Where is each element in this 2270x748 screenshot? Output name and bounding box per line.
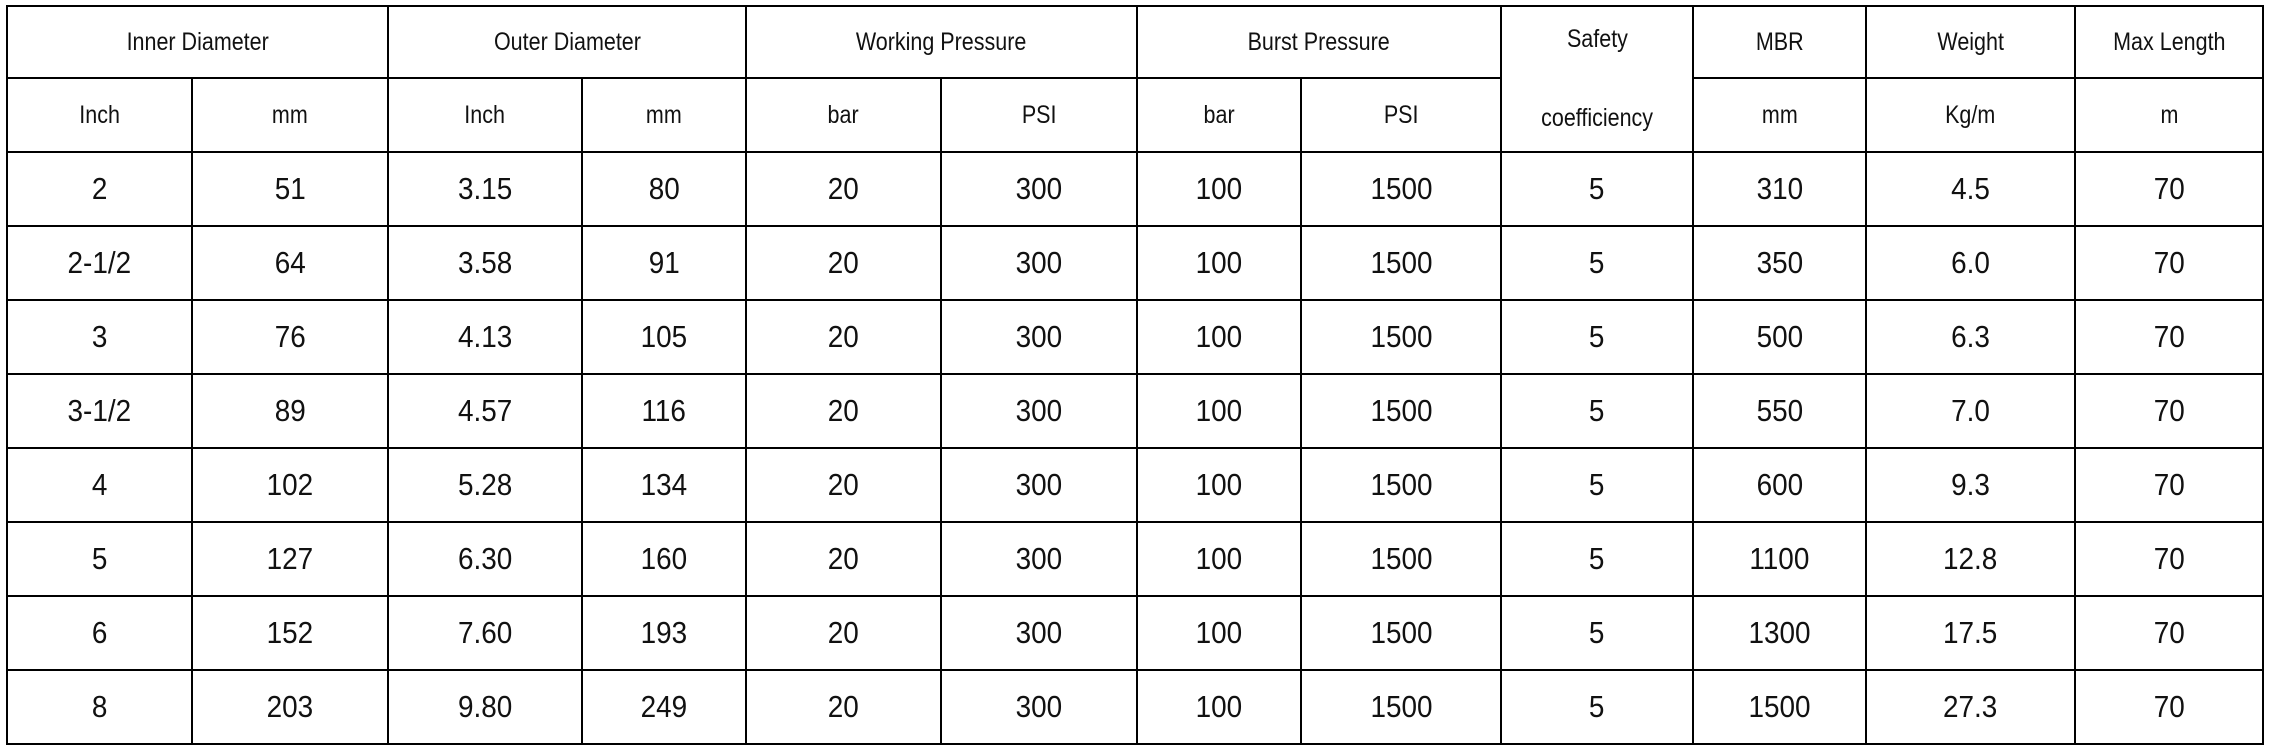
table-row <box>7 152 2263 226</box>
cell-mbr: 350 <box>1693 226 1866 300</box>
unit-weight-kgm: Kg/m <box>1866 78 2075 152</box>
cell-burst-bar: 100 <box>1137 596 1301 670</box>
unit-length-m: m <box>2075 78 2263 152</box>
cell-weight: 17.5 <box>1866 596 2075 670</box>
cell-burst-psi: 1500 <box>1301 670 1501 744</box>
header-safety-coefficiency <box>1501 6 1693 152</box>
cell-outer-inch: 7.60 <box>388 596 582 670</box>
cell-mbr: 310 <box>1693 152 1866 226</box>
cell-burst-psi: 1500 <box>1301 300 1501 374</box>
table-body <box>7 6 2263 744</box>
cell-inner-mm: 102 <box>192 448 388 522</box>
cell-outer-mm: 160 <box>582 522 746 596</box>
cell-weight: 9.3 <box>1866 448 2075 522</box>
cell-inner-inch: 5 <box>7 522 192 596</box>
cell-outer-mm: 80 <box>582 152 746 226</box>
cell-weight: 6.0 <box>1866 226 2075 300</box>
table-row <box>7 522 2263 596</box>
cell-max-length: 70 <box>2075 152 2263 226</box>
unit-outer-mm: mm <box>582 78 746 152</box>
cell-burst-bar: 100 <box>1137 448 1301 522</box>
cell-inner-mm: 152 <box>192 596 388 670</box>
cell-inner-mm: 203 <box>192 670 388 744</box>
cell-outer-inch: 5.28 <box>388 448 582 522</box>
cell-working-psi: 300 <box>941 596 1137 670</box>
hose-spec-table-container <box>6 5 2264 745</box>
cell-safety: 5 <box>1501 448 1693 522</box>
unit-outer-inch: Inch <box>388 78 582 152</box>
cell-safety: 5 <box>1501 300 1693 374</box>
cell-max-length: 70 <box>2075 374 2263 448</box>
unit-working-psi: PSI <box>941 78 1137 152</box>
cell-working-psi: 300 <box>941 374 1137 448</box>
cell-outer-inch: 9.80 <box>388 670 582 744</box>
header-safety-line1: Safety <box>1566 25 1628 53</box>
cell-burst-bar: 100 <box>1137 226 1301 300</box>
cell-inner-mm: 64 <box>192 226 388 300</box>
cell-inner-mm: 89 <box>192 374 388 448</box>
unit-inner-mm: mm <box>192 78 388 152</box>
cell-working-psi: 300 <box>941 448 1137 522</box>
unit-inner-inch: Inch <box>7 78 192 152</box>
cell-outer-mm: 116 <box>582 374 746 448</box>
cell-outer-mm: 134 <box>582 448 746 522</box>
cell-burst-bar: 100 <box>1137 522 1301 596</box>
cell-safety: 5 <box>1501 522 1693 596</box>
hose-spec-table <box>6 5 2264 745</box>
cell-mbr: 1500 <box>1693 670 1866 744</box>
table-row <box>7 448 2263 522</box>
cell-inner-inch: 4 <box>7 448 192 522</box>
cell-weight: 4.5 <box>1866 152 2075 226</box>
cell-inner-inch: 6 <box>7 596 192 670</box>
cell-burst-bar: 100 <box>1137 300 1301 374</box>
cell-outer-inch: 3.15 <box>388 152 582 226</box>
cell-burst-psi: 1500 <box>1301 522 1501 596</box>
cell-working-psi: 300 <box>941 152 1137 226</box>
cell-inner-inch: 2-1/2 <box>7 226 192 300</box>
table-row <box>7 596 2263 670</box>
unit-working-bar: bar <box>746 78 941 152</box>
cell-mbr: 1300 <box>1693 596 1866 670</box>
unit-burst-bar: bar <box>1137 78 1301 152</box>
cell-working-bar: 20 <box>746 374 941 448</box>
cell-burst-bar: 100 <box>1137 374 1301 448</box>
cell-working-psi: 300 <box>941 522 1137 596</box>
cell-max-length: 70 <box>2075 448 2263 522</box>
cell-mbr: 600 <box>1693 448 1866 522</box>
cell-inner-mm: 127 <box>192 522 388 596</box>
cell-outer-inch: 4.13 <box>388 300 582 374</box>
cell-burst-bar: 100 <box>1137 670 1301 744</box>
cell-inner-inch: 3-1/2 <box>7 374 192 448</box>
cell-burst-psi: 1500 <box>1301 374 1501 448</box>
cell-max-length: 70 <box>2075 670 2263 744</box>
cell-working-bar: 20 <box>746 300 941 374</box>
group-header-row <box>7 6 2263 78</box>
cell-working-psi: 300 <box>941 300 1137 374</box>
header-safety-line2: coefficiency <box>1541 104 1653 132</box>
header-working-pressure: Working Pressure <box>746 6 1137 78</box>
unit-mbr-mm: mm <box>1693 78 1866 152</box>
unit-burst-psi: PSI <box>1301 78 1501 152</box>
header-burst-pressure: Burst Pressure <box>1137 6 1501 78</box>
cell-outer-mm: 193 <box>582 596 746 670</box>
cell-working-bar: 20 <box>746 596 941 670</box>
cell-burst-bar: 100 <box>1137 152 1301 226</box>
cell-working-bar: 20 <box>746 448 941 522</box>
cell-mbr: 1100 <box>1693 522 1866 596</box>
header-outer-diameter: Outer Diameter <box>388 6 746 78</box>
cell-max-length: 70 <box>2075 300 2263 374</box>
cell-weight: 6.3 <box>1866 300 2075 374</box>
cell-safety: 5 <box>1501 152 1693 226</box>
cell-outer-inch: 6.30 <box>388 522 582 596</box>
cell-mbr: 550 <box>1693 374 1866 448</box>
cell-burst-psi: 1500 <box>1301 226 1501 300</box>
table-row <box>7 374 2263 448</box>
table-row <box>7 670 2263 744</box>
cell-outer-inch: 3.58 <box>388 226 582 300</box>
header-inner-diameter: Inner Diameter <box>7 6 388 78</box>
cell-weight: 12.8 <box>1866 522 2075 596</box>
cell-mbr: 500 <box>1693 300 1866 374</box>
header-max-length: Max Length <box>2075 6 2263 78</box>
header-mbr: MBR <box>1693 6 1866 78</box>
cell-outer-mm: 91 <box>582 226 746 300</box>
table-row <box>7 226 2263 300</box>
cell-working-psi: 300 <box>941 226 1137 300</box>
cell-weight: 27.3 <box>1866 670 2075 744</box>
cell-working-psi: 300 <box>941 670 1137 744</box>
cell-inner-inch: 2 <box>7 152 192 226</box>
cell-burst-psi: 1500 <box>1301 152 1501 226</box>
cell-max-length: 70 <box>2075 596 2263 670</box>
cell-outer-mm: 249 <box>582 670 746 744</box>
cell-outer-mm: 105 <box>582 300 746 374</box>
cell-safety: 5 <box>1501 226 1693 300</box>
unit-header-row <box>7 78 2263 152</box>
cell-inner-mm: 76 <box>192 300 388 374</box>
header-weight: Weight <box>1866 6 2075 78</box>
cell-working-bar: 20 <box>746 226 941 300</box>
cell-burst-psi: 1500 <box>1301 448 1501 522</box>
cell-burst-psi: 1500 <box>1301 596 1501 670</box>
cell-inner-mm: 51 <box>192 152 388 226</box>
cell-outer-inch: 4.57 <box>388 374 582 448</box>
cell-safety: 5 <box>1501 670 1693 744</box>
cell-max-length: 70 <box>2075 226 2263 300</box>
cell-inner-inch: 3 <box>7 300 192 374</box>
cell-safety: 5 <box>1501 374 1693 448</box>
cell-inner-inch: 8 <box>7 670 192 744</box>
cell-working-bar: 20 <box>746 152 941 226</box>
cell-safety: 5 <box>1501 596 1693 670</box>
cell-working-bar: 20 <box>746 670 941 744</box>
cell-max-length: 70 <box>2075 522 2263 596</box>
table-row <box>7 300 2263 374</box>
cell-working-bar: 20 <box>746 522 941 596</box>
cell-weight: 7.0 <box>1866 374 2075 448</box>
